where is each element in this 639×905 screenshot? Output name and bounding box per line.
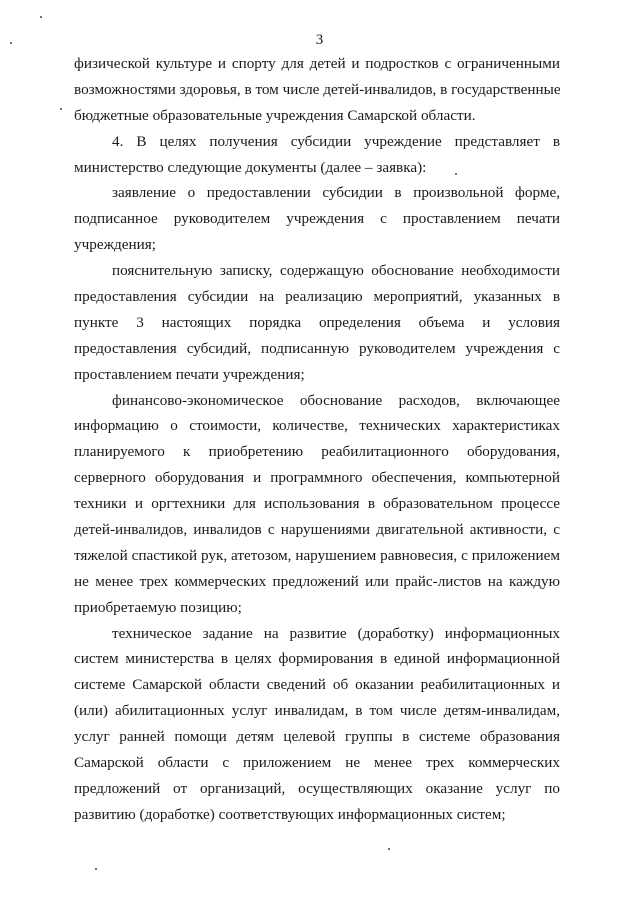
text-line: тяжелой спастикой рук, атетозом, нарушением равновесия, с приложением xyxy=(74,546,560,564)
page-number: 3 xyxy=(315,32,324,48)
text-line: серверного оборудования и программного обеспечения, компьютерной xyxy=(74,469,560,487)
text-line: пояснительную записку, содержащую обоснование необходимости xyxy=(112,262,560,280)
text-line: физической культуре и спорту для детей и подростков с ограниченными xyxy=(74,55,560,72)
text-line: детей-инвалидов, инвалидов с нарушениями двигательной активности, с xyxy=(74,521,560,539)
text-line: информацию о стоимости, количестве, технических характеристиках xyxy=(74,417,560,435)
text-line: Самарской области с приложением не менее трех коммерческих xyxy=(74,754,560,772)
text-line: предоставления субсидий, подписанную руководителем учреждения с xyxy=(74,339,560,357)
text-line: подписанное руководителем учреждения с проставлением печати xyxy=(74,210,560,228)
text-line: предложений от организаций, осуществляющих оказание услуг по xyxy=(74,779,560,797)
text-line: проставлением печати учреждения; xyxy=(74,365,305,383)
scan-speck xyxy=(60,108,62,110)
scan-speck xyxy=(95,868,97,870)
text-line: министерство следующие документы (далее – заявка): xyxy=(74,158,427,176)
text-line: (или) абилитационных услуг инвалидам, в том числе детям-инвалидам, xyxy=(74,702,560,720)
text-line: планируемого к приобретению реабилитационного оборудования, xyxy=(74,443,560,461)
text-line: развитию (доработке) соответствующих информационных систем; xyxy=(74,805,506,823)
scan-speck xyxy=(40,16,42,18)
text-line: учреждения; xyxy=(74,236,156,254)
text-line: финансово-экономическое обоснование расходов, включающее xyxy=(112,391,560,409)
text-line: не менее трех коммерческих предложений или прайс-листов на каждую xyxy=(74,572,560,590)
text-line: пункте 3 настоящих порядка определения объема и условия xyxy=(74,313,560,331)
text-line: возможностями здоровья, в том числе детей-инвалидов, в государственные xyxy=(74,80,561,98)
scan-speck xyxy=(388,848,390,850)
text-line: систем министерства в целях формирования в единой информационной xyxy=(74,650,560,668)
text-line: заявление о предоставлении субсидии в произвольной форме, xyxy=(112,184,560,202)
text-line: техники и оргтехники для использования в образовательном процессе xyxy=(74,495,560,513)
text-line: бюджетные образовательные учреждения Самарской области. xyxy=(74,106,476,124)
scan-speck xyxy=(10,42,12,44)
document-body xyxy=(74,51,560,828)
text-line: системе Самарской области сведений об оказании реабилитационных и xyxy=(74,676,560,694)
text-line: предоставления субсидии на реализацию мероприятий, указанных в xyxy=(74,288,560,306)
text-line: 4. В целях получения субсидии учреждение представляет в xyxy=(112,132,560,150)
text-line: техническое задание на развитие (доработку) информационных xyxy=(112,624,560,642)
text-line: услуг ранней помощи детям целевой группы в системе образования xyxy=(74,728,560,746)
text-line: приобретаемую позицию; xyxy=(74,598,242,616)
